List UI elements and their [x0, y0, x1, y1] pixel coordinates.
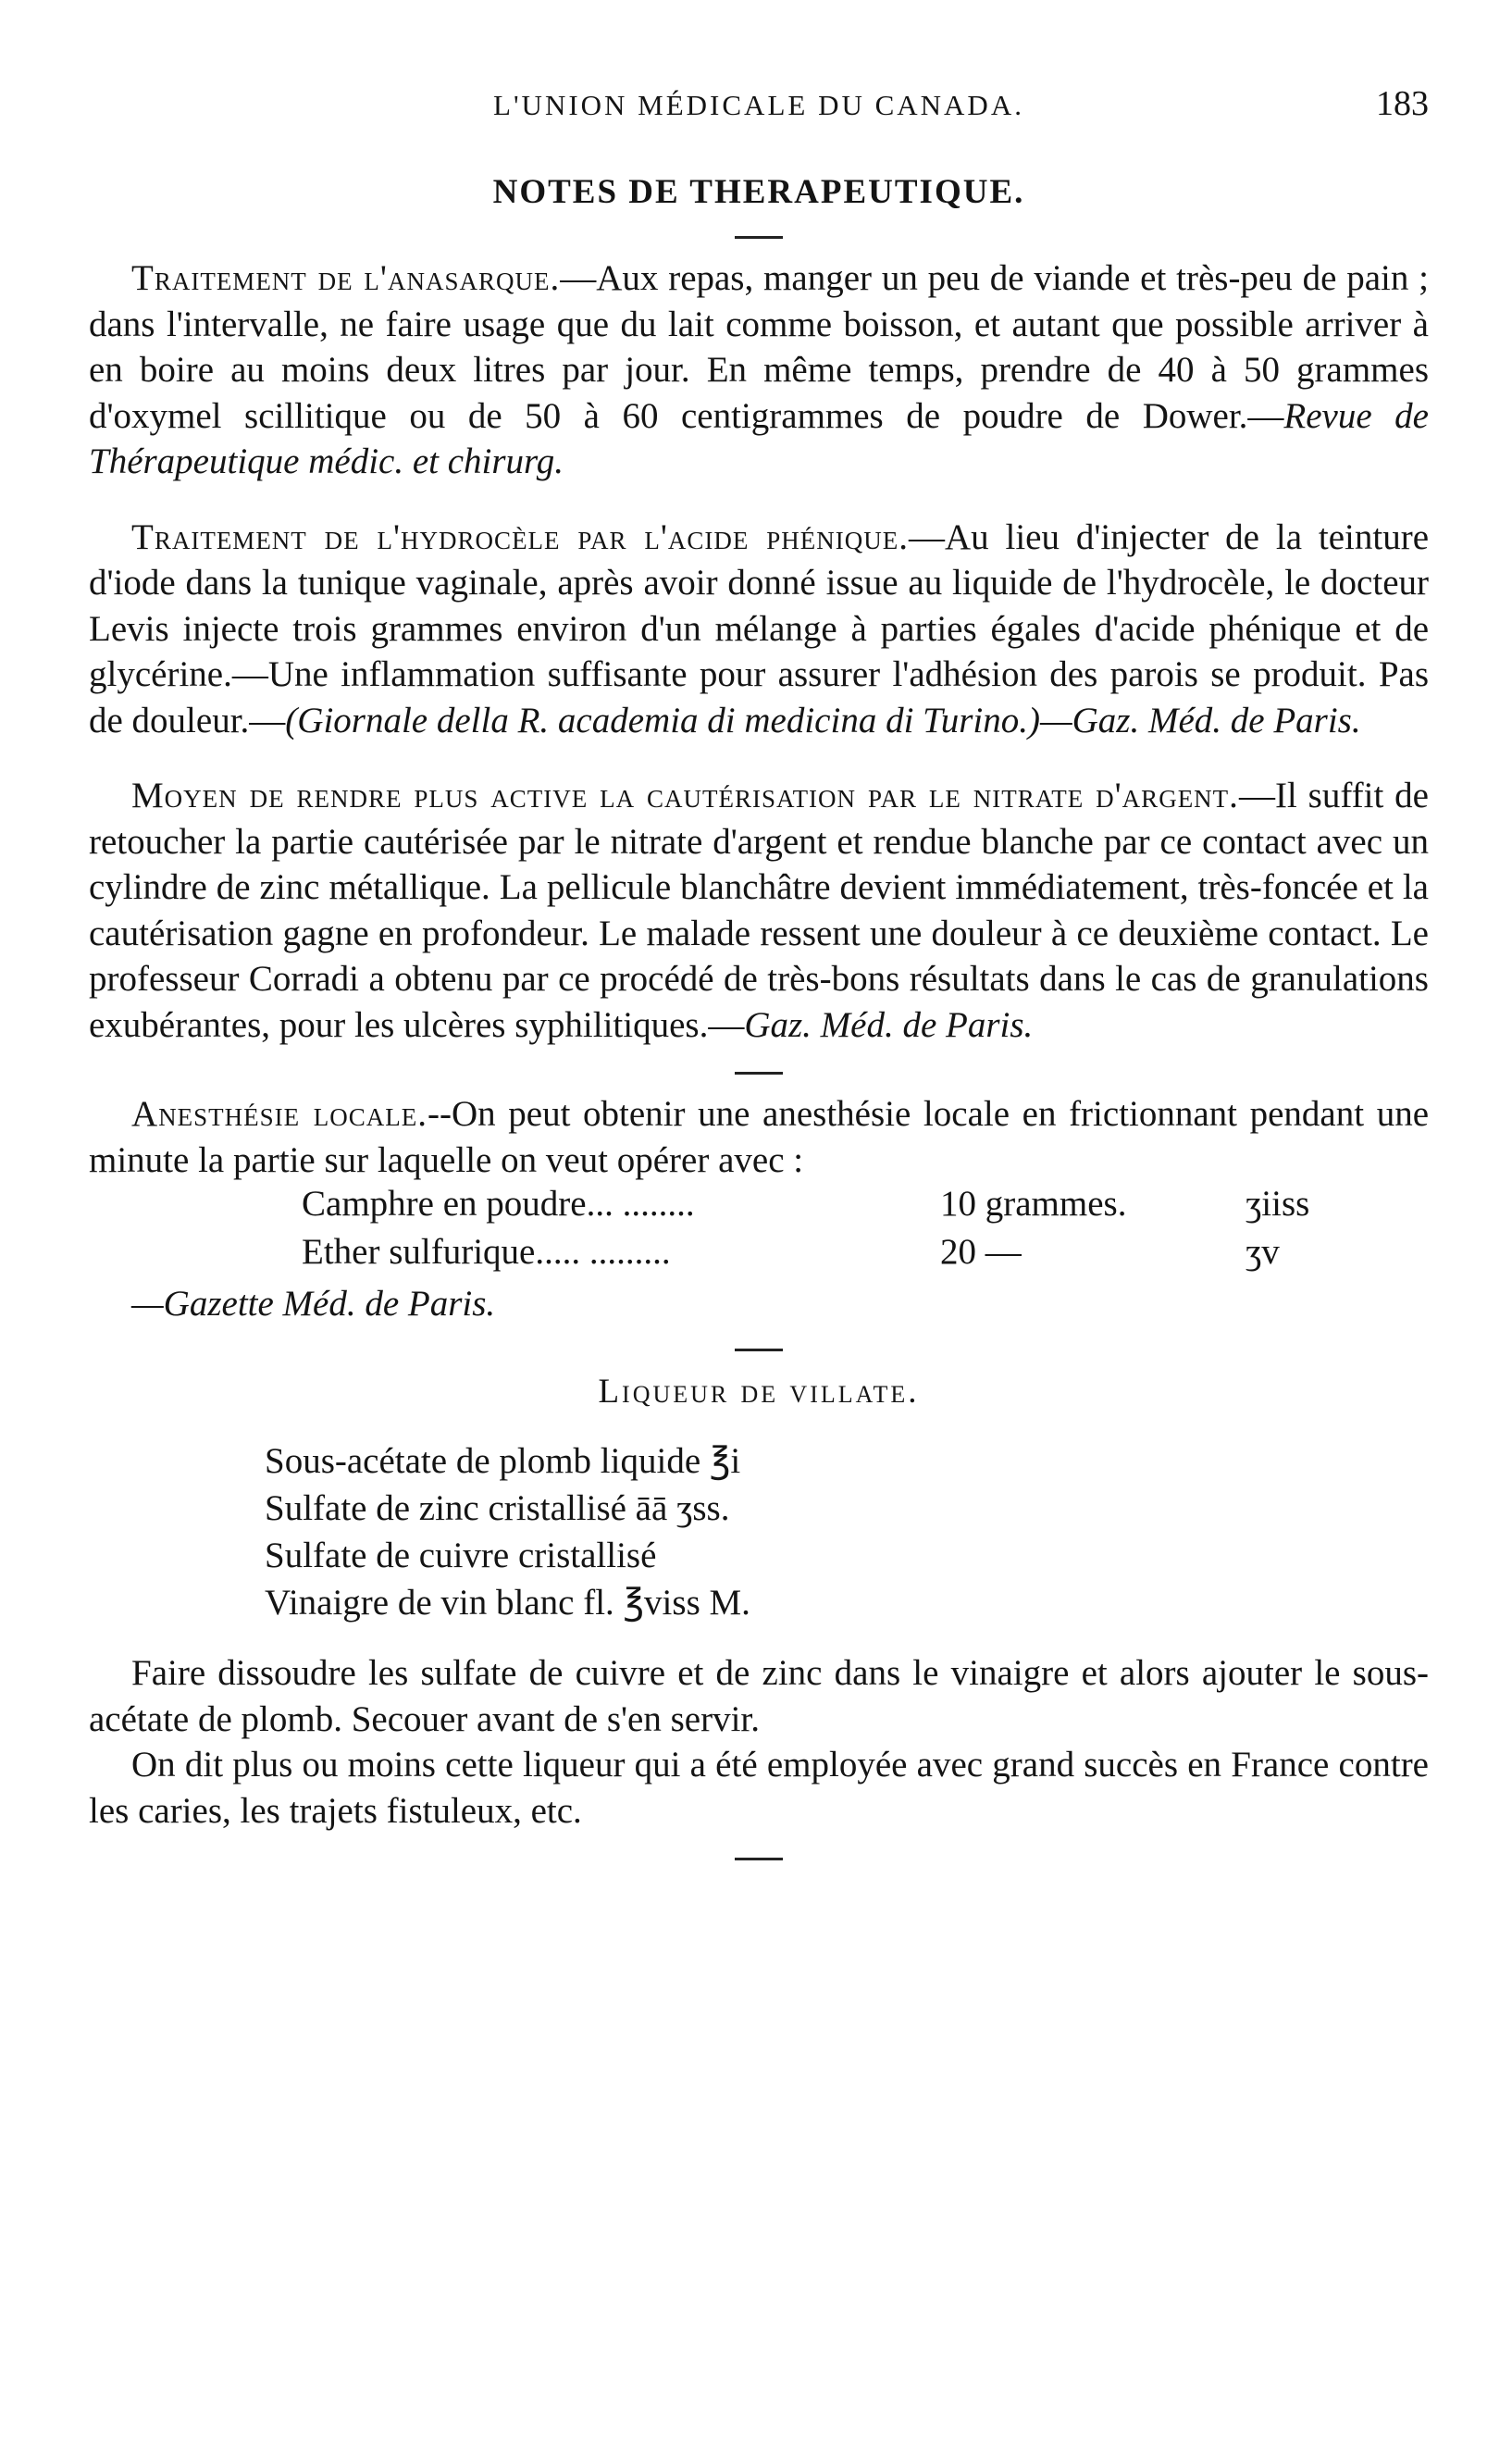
article-source: Gaz. Méd. de Paris. — [744, 1004, 1034, 1045]
article-lead: Moyen de rendre plus active la cautérisation par le nitrate d'argent. — [131, 776, 1239, 815]
formula-table — [302, 1183, 1309, 1279]
article-body: —Au lieu d'injecter de la teinture d'iode dans la tunique vaginale, après avoir donné issue au liquide de l'hydrocèle, le docteur Levis injecte trois grammes environ d'un mélange à parties égales d'acide phénique et de glycérine.—Une inflammation suffisante pour assurer l'adhésion des parois se produit. Pas de douleur.— — [89, 516, 1430, 740]
spacer — [89, 485, 1429, 515]
article-body: —Il suffit de retoucher la partie cautérisée par le nitrate d'argent et rendue blanche par ce contact avec un cylindre de zinc métallique. La pellicule blanchâtre devient immédiatement, très-foncée et la cautérisation gagne en profondeur. Le malade ressent une douleur à ce deuxième contact. Le professeur Corradi a obtenu par ce procédé de très-bons résultats dans le cas de granulations exubérantes, pour les ulcères syphilitiques.— — [89, 776, 1429, 1045]
article-lead: Traitement de l'hydrocèle par l'acide phénique. — [131, 516, 909, 557]
formula-row — [302, 1183, 1309, 1231]
formula-quantity: 10 grammes. — [940, 1184, 1127, 1224]
article-hydrocele — [89, 515, 1429, 744]
article-anesthesie — [89, 1091, 1429, 1183]
recipe-line: Sulfate de zinc cristallisé āā ʒss. — [265, 1488, 730, 1528]
article-lead: Anesthésie locale. — [131, 1094, 428, 1134]
formula-source: —Gazette Méd. de Paris. — [131, 1284, 496, 1324]
recipe-lines — [265, 1437, 1429, 1626]
divider — [735, 236, 783, 239]
section-title: NOTES DE THERAPEUTIQUE. — [492, 173, 1025, 211]
formula-row — [302, 1231, 1309, 1279]
formula-apothecary: ʒv — [1246, 1232, 1280, 1272]
formula-quantity: 20 — — [940, 1232, 1022, 1272]
article-lead: Traitement de l'anasarque. — [131, 258, 561, 298]
recipe-line: Vinaigre de vin blanc fl. ℥viss M. — [265, 1583, 750, 1623]
divider — [735, 1858, 783, 1860]
divider — [735, 1349, 783, 1351]
article-cauterisation — [89, 773, 1429, 1048]
spacer — [89, 743, 1429, 773]
recipe-instructions: Faire dissoudre les sulfate de cuivre et de zinc dans le vinaigre et alors ajouter le sous-acétate de plomb. Secouer avant de s'en servir. — [89, 1653, 1429, 1739]
formula-apothecary: ʒiiss — [1246, 1184, 1310, 1224]
recipe-usage: On dit plus ou moins cette liqueur qui a été employée avec grand succès en France contre les caries, les trajets fistuleux, etc. — [89, 1745, 1429, 1831]
article-body: —Aux repas, manger un peu de viande et très-peu de pain ; dans l'intervalle, ne faire usage que du lait comme boisson, et autant que possible arriver à en boire au moins deux litres par jour. En même temps, prendre de 40 à 50 grammes d'oxymel scillitique ou de 50 à 60 centigrammes de poudre de Dower.— — [89, 258, 1429, 436]
article-anasarque — [89, 255, 1429, 485]
recipe-line: Sous-acétate de plomb liquide ℥i — [265, 1441, 741, 1481]
recipe-title: Liqueur de villate. — [598, 1373, 920, 1411]
article-body: --On peut obtenir une anesthésie locale en frictionnant pendant une minute la partie sur laquelle on veut opérer avec : — [89, 1094, 1429, 1180]
running-head — [89, 83, 1429, 133]
recipe-line: Sulfate de cuivre cristallisé — [265, 1536, 657, 1575]
running-title: L'UNION MÉDICALE DU CANADA. — [493, 89, 1024, 121]
formula-ingredient: Camphre en poudre... ........ — [302, 1184, 695, 1224]
page-number: 183 — [1376, 84, 1429, 123]
article-source: Revue de Thérapeutique médic. et chirurg. — [89, 395, 1429, 481]
divider — [735, 1072, 783, 1075]
formula-ingredient: Ether sulfurique..... ......... — [302, 1232, 671, 1272]
article-source: (Giornale della R. academia di medicina di Turino.)—Gaz. Méd. de Paris. — [285, 700, 1361, 740]
